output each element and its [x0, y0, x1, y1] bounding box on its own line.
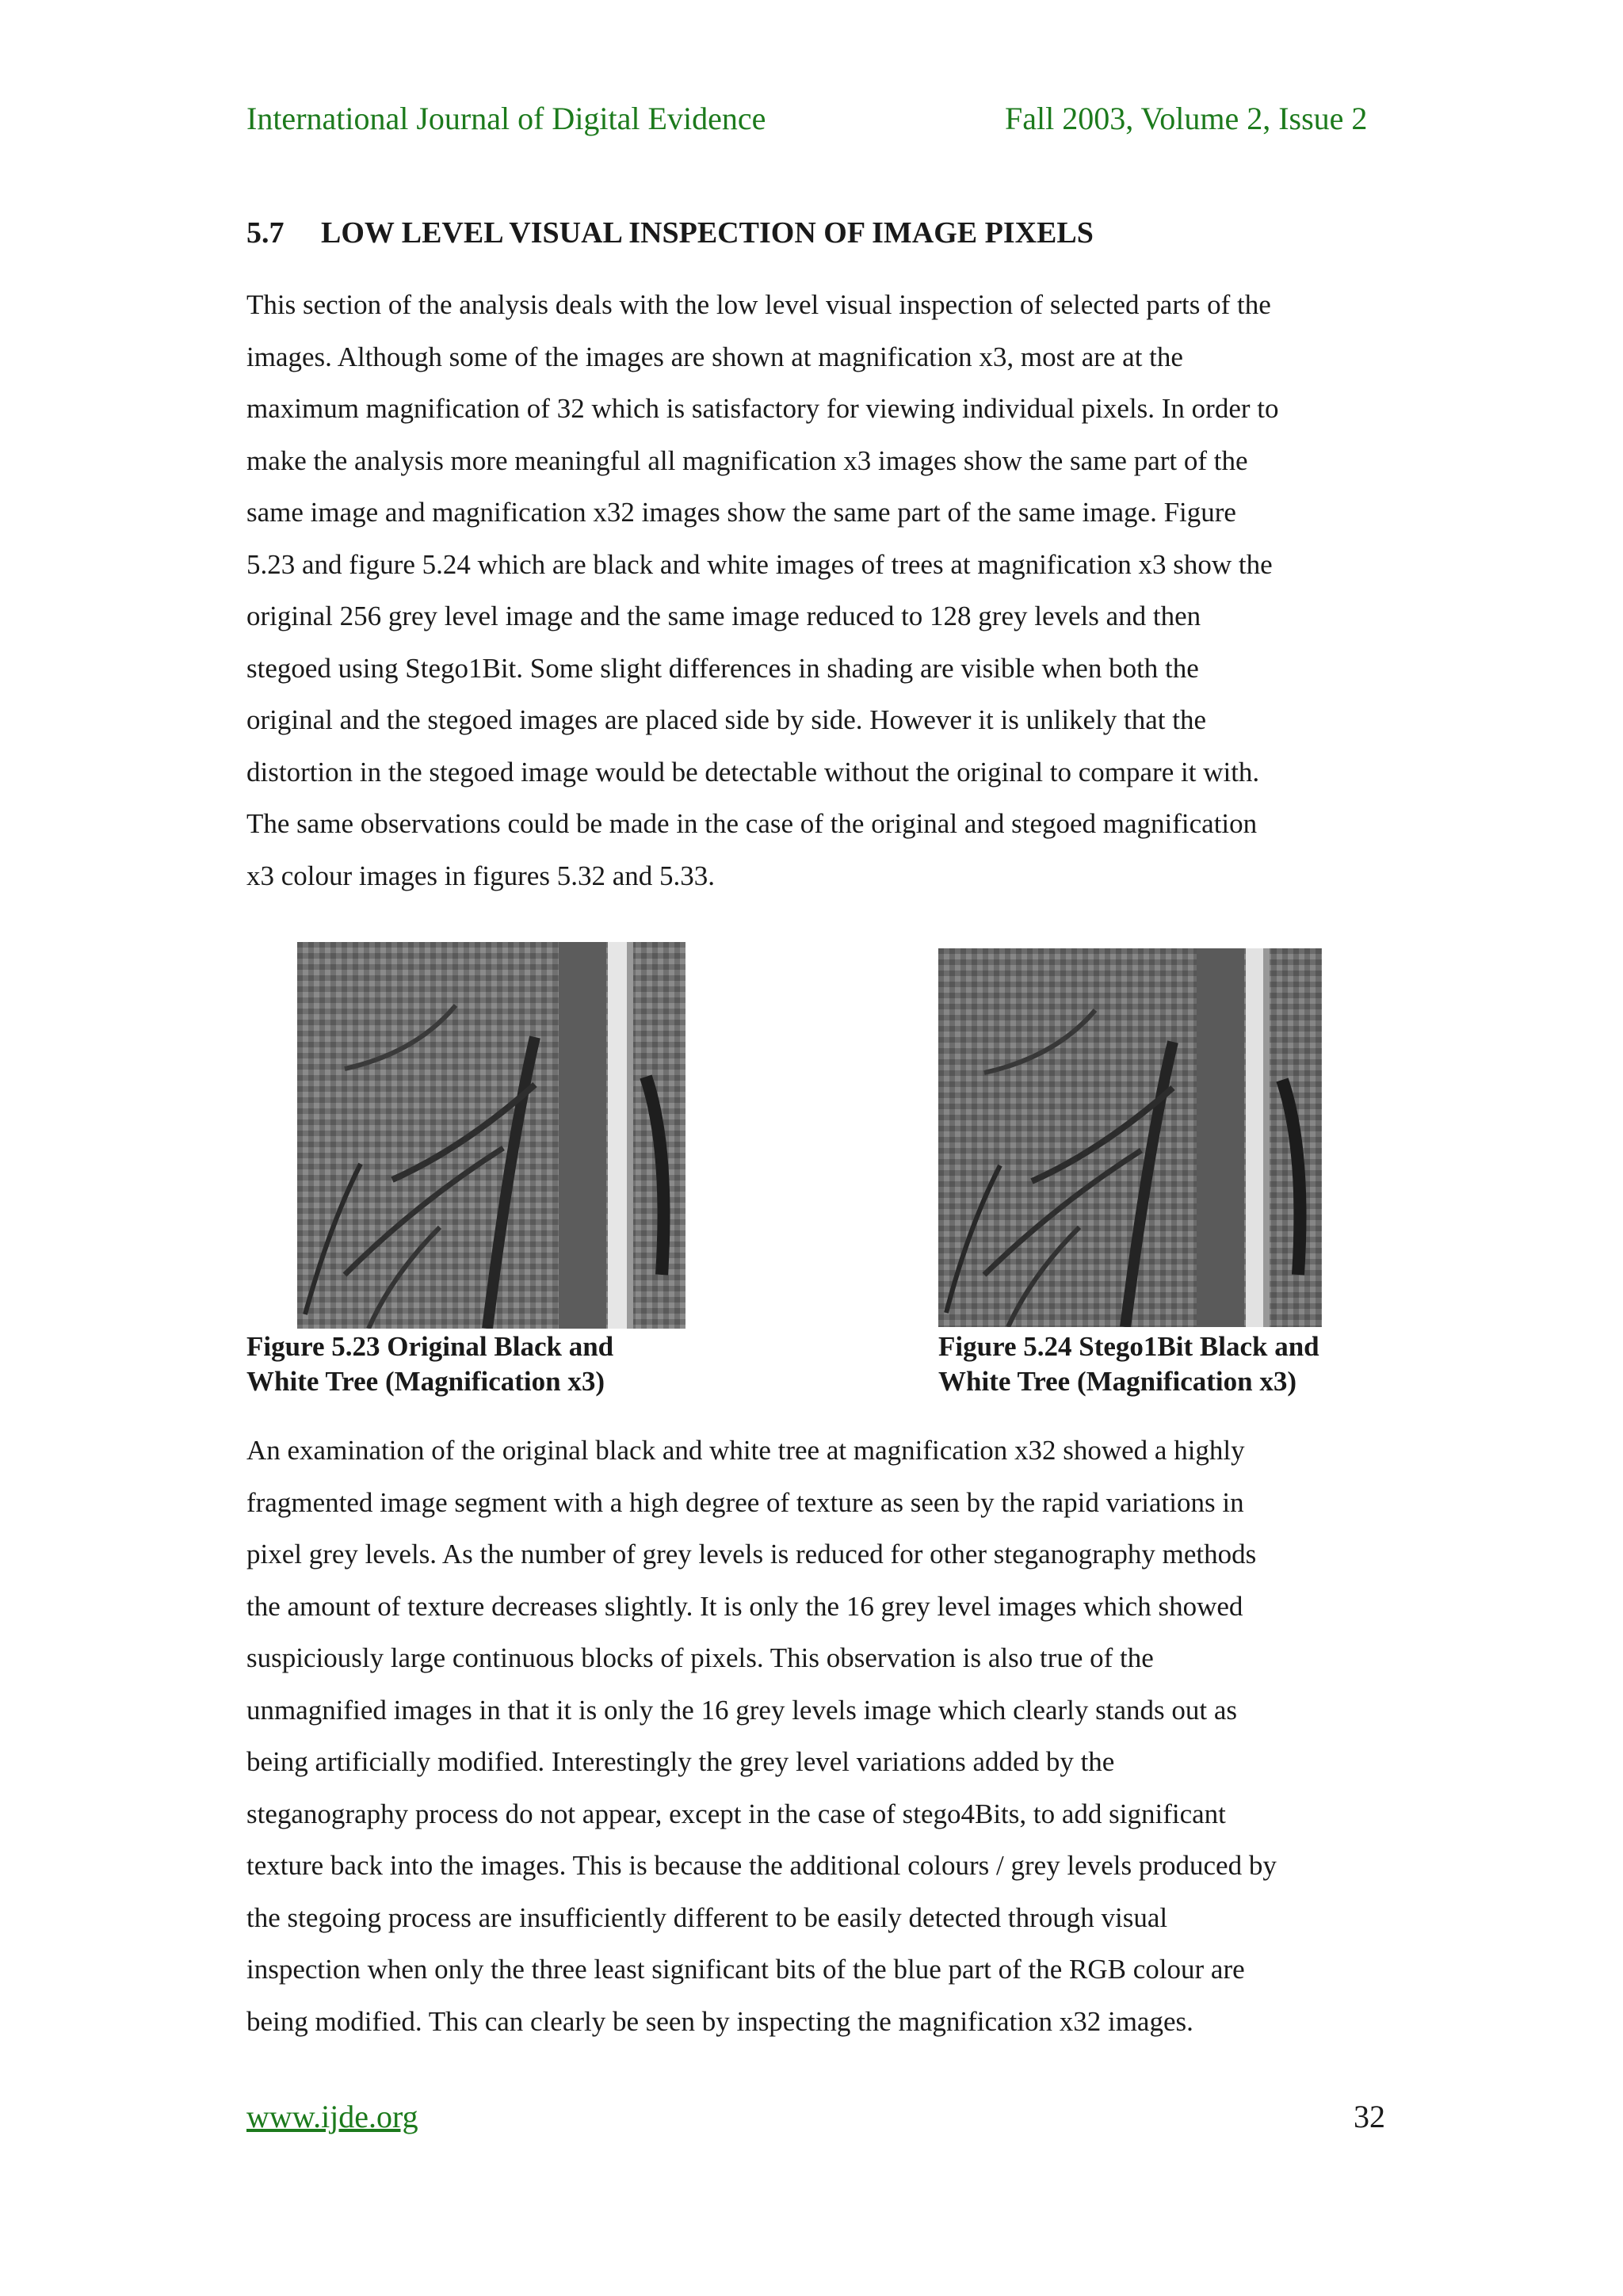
section-title: LOW LEVEL VISUAL INSPECTION OF IMAGE PIXELS: [321, 216, 1094, 250]
paragraph-line: An examination of the original black and white tree at magnification x32 showed a highly: [246, 1435, 1245, 1466]
caption-line: White Tree (Magnification x3): [938, 1366, 1297, 1397]
body-paragraph-2: [246, 1425, 1372, 2047]
section-number: 5.7: [246, 216, 285, 250]
paragraph-line: pixel grey levels. As the number of grey levels is reduced for other steganography methods: [246, 1539, 1257, 1569]
paragraph-line: 5.23 and figure 5.24 which are black and white images of trees at magnification x3 show the: [246, 548, 1273, 580]
paragraph-line: being artificially modified. Interestingly the grey level variations added by the: [246, 1746, 1115, 1777]
paragraph-line: stegoed using Stego1Bit. Some slight differences in shading are visible when both the: [246, 652, 1199, 684]
journal-title: International Journal of Digital Evidence: [246, 101, 766, 136]
paragraph-line: make the analysis more meaningful all magnification x3 images show the same part of the: [246, 444, 1248, 476]
figure-5-24-stego-tree-image: [938, 948, 1322, 1327]
paragraph-line: fragmented image segment with a high degree of texture as seen by the rapid variations in: [246, 1486, 1244, 1518]
section-heading: [246, 214, 1094, 252]
issue-info: Fall 2003, Volume 2, Issue 2: [1005, 101, 1368, 136]
body-paragraph-1: [246, 279, 1372, 902]
caption-line: Figure 5.24 Stego1Bit Black and: [938, 1331, 1319, 1362]
paragraph-line: This section of the analysis deals with the low level visual inspection of selected parts of the: [246, 289, 1271, 320]
paragraph-line: x3 colour images in figures 5.32 and 5.33.: [246, 860, 716, 891]
paragraph-line: the amount of texture decreases slightly. It is only the 16 grey level images which showed: [246, 1590, 1243, 1622]
paragraph-line: images. Although some of the images are shown at magnification x3, most are at the: [246, 341, 1183, 372]
figure-5-23-tree-image: [297, 942, 685, 1329]
figure-5-24-caption: [938, 1329, 1319, 1399]
website-link[interactable]: www.ijde.org: [246, 2099, 418, 2134]
figure-5-23-caption: [246, 1329, 613, 1399]
paragraph-line: texture back into the images. This is because the additional colours / grey levels produced by: [246, 1850, 1277, 1881]
caption-line: Figure 5.23 Original Black and: [246, 1331, 614, 1362]
paragraph-line: distortion in the stegoed image would be detectable without the original to compare it with.: [246, 756, 1260, 788]
paragraph-line: suspiciously large continuous blocks of pixels. This observation is also true of the: [246, 1642, 1154, 1673]
paragraph-line: the stegoing process are insufficiently different to be easily detected through visual: [246, 1901, 1168, 1933]
paragraph-line: The same observations could be made in the case of the original and stegoed magnification: [246, 808, 1258, 839]
paragraph-line: inspection when only the three least significant bits of the blue part of the RGB colour are: [246, 1954, 1245, 1985]
caption-line: White Tree (Magnification x3): [246, 1366, 605, 1397]
paragraph-line: being modified. This can clearly be seen by inspecting the magnification x32 images.: [246, 2005, 1193, 2037]
paragraph-line: original and the stegoed images are placed side by side. However it is unlikely that the: [246, 704, 1207, 735]
paragraph-line: original 256 grey level image and the same image reduced to 128 grey levels and then: [246, 601, 1201, 631]
paragraph-line: steganography process do not appear, except in the case of stego4Bits, to add significant: [246, 1798, 1226, 1829]
page-number: 32: [1354, 2099, 1385, 2134]
paragraph-line: same image and magnification x32 images show the same part of the same image. Figure: [246, 497, 1236, 528]
paragraph-line: unmagnified images in that it is only the 16 grey levels image which clearly stands out as: [246, 1694, 1237, 1726]
paragraph-line: maximum magnification of 32 which is satisfactory for viewing individual pixels. In order to: [246, 393, 1279, 424]
